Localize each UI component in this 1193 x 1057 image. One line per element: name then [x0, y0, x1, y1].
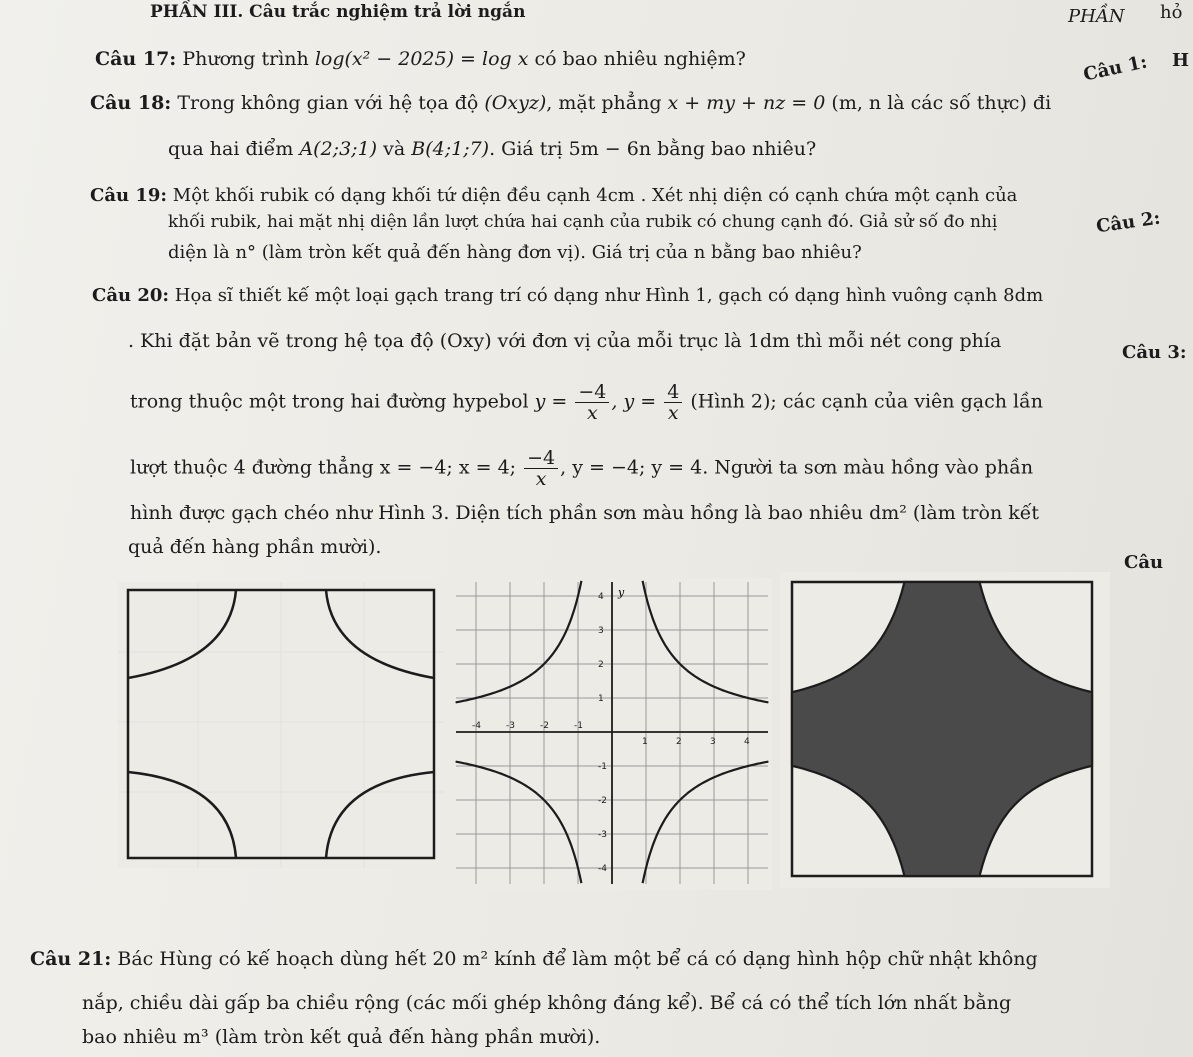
y-tick-label: 3 — [598, 626, 604, 636]
x-tick-label: -2 — [540, 721, 549, 731]
side-note-cau-1: Câu 1: — [1081, 51, 1149, 86]
y-tick-label: 2 — [598, 660, 604, 670]
question-17-text: Phương trình — [182, 48, 309, 70]
question-19-line3: diện là n° (làm tròn kết quả đến hàng đơn vị). Giá trị của n bằng bao nhiêu? — [168, 242, 862, 263]
question-21-text-1: Bác Hùng có kế hoạch dùng hết 20 m² kính để làm một bể cá có dạng hình hộp chữ nhật không — [117, 948, 1038, 970]
question-20-line3 — [130, 382, 1043, 423]
question-19-label: Câu 19: — [90, 185, 168, 206]
question-17 — [95, 48, 746, 70]
x-tick-label: 2 — [676, 737, 682, 747]
x-tick-label: 4 — [744, 737, 750, 747]
x-tick-label: -1 — [574, 721, 583, 731]
question-18-line1 — [90, 92, 1051, 114]
hyperbola-1-numerator: −4 — [575, 382, 609, 403]
question-19-line1 — [90, 185, 1017, 206]
point-b: B(4;1;7) — [411, 138, 490, 160]
question-17-label: Câu 17: — [95, 48, 177, 70]
section-title: PHẦN III. Câu trắc nghiệm trả lời ngắn — [150, 2, 526, 22]
point-a: A(2;3;1) — [299, 138, 378, 160]
x-tick-label: -4 — [472, 721, 481, 731]
question-20-line6: quả đến hàng phần mười). — [128, 536, 382, 558]
question-18-text-c: (m, n là các số thực) đi — [831, 92, 1052, 114]
side-note-cau-1-extra: H — [1172, 50, 1190, 71]
question-18-text-b: , mặt phẳng — [546, 92, 662, 114]
figure-3-shaded-tile — [780, 572, 1110, 888]
hyperbola-2-denominator: x — [667, 402, 679, 424]
question-18-and: và — [383, 138, 406, 160]
y-tick-label: 1 — [598, 694, 604, 704]
side-note-cau-2: Câu 2: — [1094, 207, 1162, 238]
right-header-2: hỏ — [1160, 2, 1183, 23]
question-18-through: qua hai điểm — [168, 138, 294, 160]
question-19-line2: khối rubik, hai mặt nhị diện lần lượt chứa hai cạnh của rubik có chung cạnh đó. Giả sử số đo nhị — [168, 212, 998, 232]
x-tick-label: -3 — [506, 721, 515, 731]
hyperbola-1-lhs: y = — [534, 390, 568, 413]
question-20-text-3b: (Hình 2); các cạnh của viên gạch lần — [690, 390, 1043, 413]
question-21-line1 — [30, 948, 1038, 970]
y-tick-label: -1 — [598, 762, 607, 772]
side-note-cau-3: Câu 3: — [1122, 342, 1187, 363]
hyperbola-1-fraction — [575, 382, 609, 423]
right-header: PHẦN — [1068, 6, 1125, 27]
question-19-text-1: Một khối rubik có dạng khối tứ diện đều cạnh 4cm . Xét nhị diện có cạnh chứa một cạnh của — [172, 185, 1018, 206]
question-18-line2 — [168, 138, 816, 160]
y-tick-label: -4 — [598, 864, 607, 874]
question-21-line3: bao nhiêu m³ (làm tròn kết quả đến hàng phần mười). — [82, 1026, 601, 1048]
y-tick-label: -3 — [598, 830, 607, 840]
figure-2-y-label: y — [618, 586, 625, 599]
question-17-prompt: có bao nhiêu nghiệm? — [534, 48, 746, 70]
line-fraction-denominator: x — [535, 468, 547, 490]
line-fraction-numerator: −4 — [524, 448, 558, 469]
y-tick-label: -2 — [598, 796, 607, 806]
question-18-text: Trong không gian với hệ tọa độ — [177, 92, 479, 114]
question-20-line4 — [130, 448, 1033, 489]
side-note-cau: Câu — [1124, 552, 1164, 573]
question-20-text-4: lượt thuộc 4 đường thẳng x = −4; x = 4; — [130, 456, 517, 479]
y-tick-label: 4 — [598, 592, 604, 602]
question-18-prompt: . Giá trị 5m − 6n bằng bao nhiêu? — [489, 138, 817, 160]
figure-2-graph — [452, 578, 772, 890]
question-18-plane: x + my + nz = 0 — [667, 92, 826, 114]
question-20-label: Câu 20: — [92, 285, 170, 306]
question-17-equation: log(x² − 2025) = log x — [314, 48, 529, 70]
question-21-line2: nắp, chiều dài gấp ba chiều rộng (các mối ghép không đáng kể). Bể cá có thể tích lớn nhất bằng — [82, 992, 1012, 1014]
question-20-line2: . Khi đặt bản vẽ trong hệ tọa độ (Oxy) với đơn vị của mỗi trục là 1dm thì mỗi nét cong phía — [128, 330, 1002, 352]
question-20-line1 — [92, 285, 1043, 306]
hyperbola-1-denominator: x — [587, 402, 598, 424]
x-tick-label: 1 — [642, 737, 648, 747]
question-21-label: Câu 21: — [30, 948, 112, 970]
line-fraction — [524, 448, 558, 489]
hyperbola-2-fraction — [664, 382, 682, 423]
question-20-text-1: Họa sĩ thiết kế một loại gạch trang trí có dạng như Hình 1, gạch có dạng hình vuông cạnh 8dm — [174, 285, 1044, 306]
hyperbola-2-lhs: , y = — [611, 390, 657, 413]
question-20-text-3: trong thuộc một trong hai đường hypebol — [130, 390, 529, 413]
hyperbola-2-numerator: 4 — [664, 382, 682, 403]
question-18-label: Câu 18: — [90, 92, 172, 114]
question-18-system: (Oxyz) — [484, 92, 547, 114]
question-20-line5: hình được gạch chéo như Hình 3. Diện tích phần sơn màu hồng là bao nhiêu dm² (làm tròn kết — [130, 502, 1040, 524]
figure-1-tile — [118, 582, 444, 868]
x-tick-label: 3 — [710, 737, 716, 747]
question-20-text-4b: , y = −4; y = 4. Người ta sơn màu hồng vào phần — [560, 456, 1034, 479]
